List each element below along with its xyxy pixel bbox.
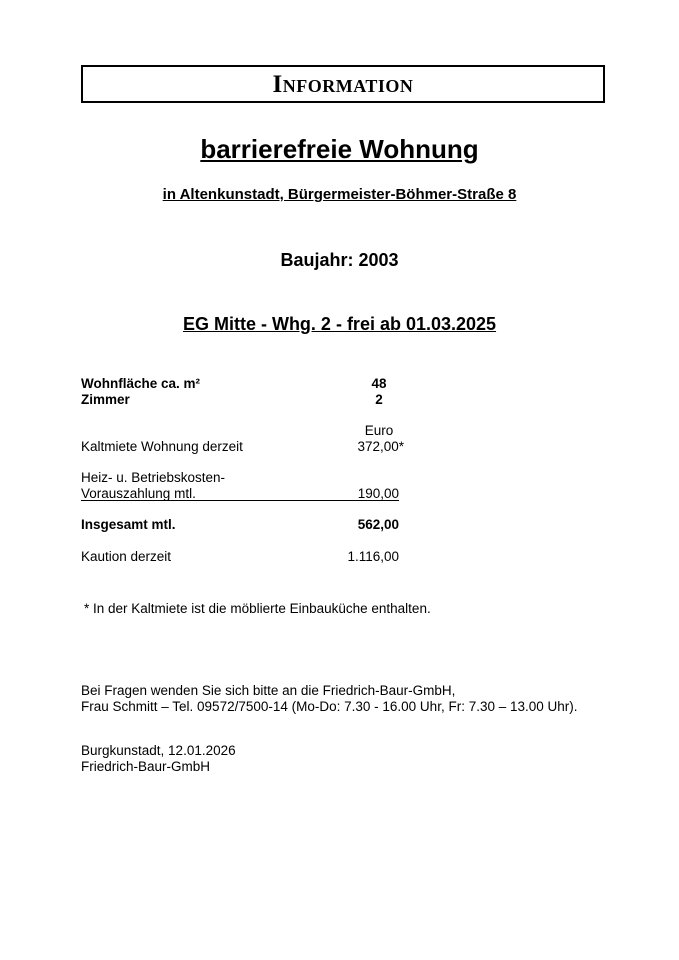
document-title: barrierefreie Wohnung	[200, 134, 479, 164]
contact-line-2: Frau Schmitt – Tel. 09572/7500-14 (Mo-Do: 7.30 - 16.00 Uhr, Fr: 7.30 – 13.00 Uhr).	[81, 699, 578, 714]
cold-rent-value: 372,00*	[357, 439, 404, 454]
currency-label: Euro	[364, 423, 394, 438]
signature-place-date: Burgkunstadt, 12.01.2026	[81, 743, 236, 758]
cold-rent-label: Kaltmiete Wohnung derzeit	[81, 439, 243, 454]
footnote: * In der Kaltmiete ist die möblierte Einbauküche enthalten.	[84, 601, 431, 616]
living-area-label: Wohnfläche ca. m²	[81, 376, 201, 391]
header-box	[81, 65, 605, 103]
total-monthly-value: 562,00	[357, 517, 399, 532]
operating-costs-label-line1: Heiz- u. Betriebskosten-	[81, 470, 226, 485]
sum-divider	[81, 500, 399, 501]
total-monthly-label: Insgesamt mtl.	[81, 517, 176, 532]
address-line: in Altenkunstadt, Bürgermeister-Böhmer-Straße 8	[162, 186, 517, 203]
unit-availability-line: EG Mitte - Whg. 2 - frei ab 01.03.2025	[182, 314, 497, 334]
deposit-label: Kaution derzeit	[81, 549, 172, 564]
operating-costs-label-line2: Vorauszahlung mtl.	[81, 486, 196, 501]
living-area-value: 48	[371, 376, 387, 391]
header-title: Information	[272, 70, 414, 98]
construction-year: Baujahr: 2003	[280, 250, 399, 270]
signature-company: Friedrich-Baur-GmbH	[81, 759, 211, 774]
rooms-label: Zimmer	[81, 392, 130, 407]
deposit-value: 1.116,00	[347, 549, 399, 564]
contact-line-1: Bei Fragen wenden Sie sich bitte an die Friedrich-Baur-GmbH,	[81, 683, 456, 698]
operating-costs-value: 190,00	[357, 486, 399, 501]
rooms-value: 2	[375, 392, 383, 407]
